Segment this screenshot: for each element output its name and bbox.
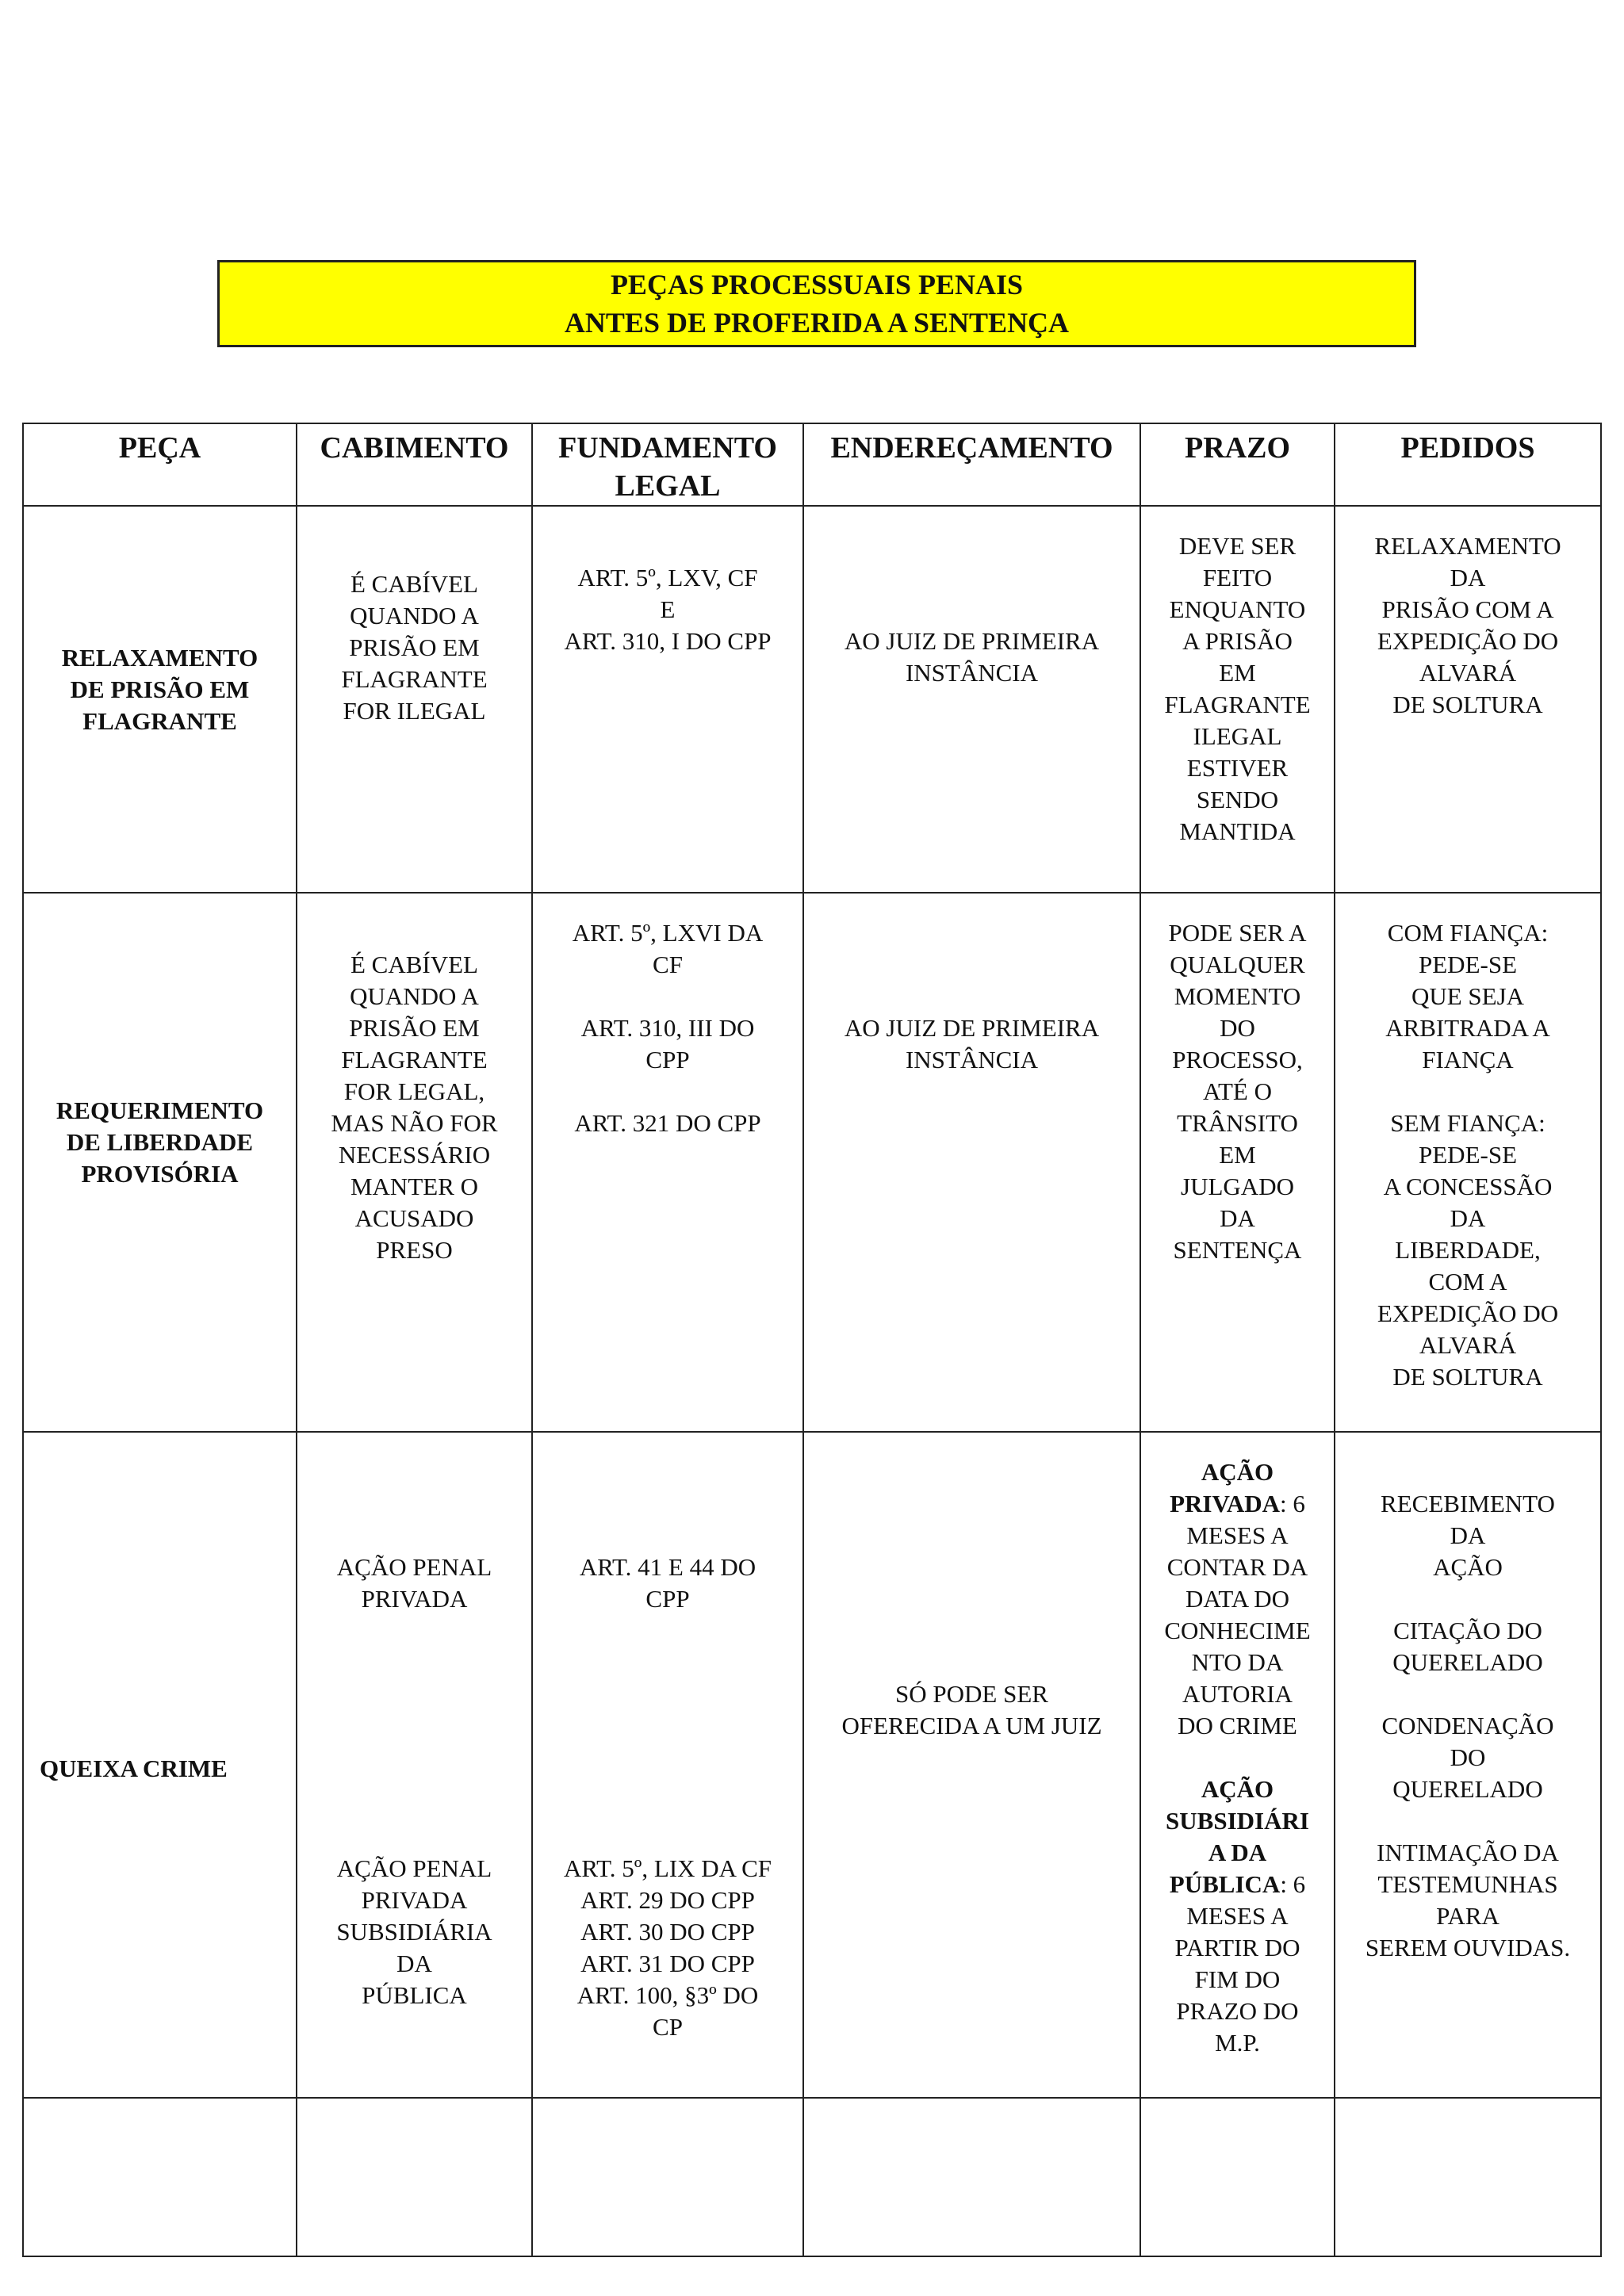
table-header-row — [23, 423, 1601, 506]
cell-empty — [1140, 2098, 1335, 2256]
prazo-subsidiaria — [1146, 1774, 1329, 2059]
header-enderecamento: ENDEREÇAMENTO — [803, 423, 1140, 506]
cell-empty — [803, 2098, 1140, 2256]
prazo-text-subsidiaria: : 6 MESES A PARTIR DO FIM DO PRAZO DO M.P. — [1174, 1870, 1306, 2057]
cell-peca — [23, 506, 297, 893]
title-line-1: PEÇAS PROCESSUAIS PENAIS — [610, 269, 1024, 300]
fundamento-text: ART. 5º, LXVI DA CF ART. 310, III DO CPP ART. 321 DO CPP — [572, 919, 764, 1137]
cell-enderecamento — [803, 893, 1140, 1432]
peca-text: RELAXAMENTO DE PRISÃO EM FLAGRANTE — [61, 643, 259, 735]
table-row-empty — [23, 2098, 1601, 2256]
header-prazo: PRAZO — [1140, 423, 1335, 506]
pedidos-text: COM FIANÇA: PEDE-SE QUE SEJA ARBITRADA A FIANÇA SEM FIANÇA: PEDE-SE A CONCESSÃO DA LIBERDADE, COM A EXPEDIÇÃO DO ALVARÁ DE SOLTURA — [1377, 919, 1559, 1391]
cabimento-privada-text: AÇÃO PENAL PRIVADA — [336, 1553, 492, 1613]
prazo-label-privada: AÇÃO PRIVADA — [1170, 1458, 1281, 1517]
prazo-label-subsidiaria: AÇÃO SUBSIDIÁRI A DA PÚBLICA — [1166, 1775, 1309, 1898]
cell-enderecamento — [803, 1432, 1140, 2098]
cell-pedidos — [1335, 506, 1601, 893]
peca-text: REQUERIMENTO DE LIBERDADE PROVISÓRIA — [56, 1096, 264, 1188]
header-cabimento: CABIMENTO — [297, 423, 532, 506]
title-line-2: ANTES DE PROFERIDA A SENTENÇA — [564, 307, 1070, 339]
header-pedidos: PEDIDOS — [1335, 423, 1601, 506]
enderecamento-text: SÓ PODE SER OFERECIDA A UM JUIZ — [841, 1680, 1102, 1739]
enderecamento-text: AO JUIZ DE PRIMEIRA INSTÂNCIA — [844, 1014, 1100, 1073]
cell-fundamento — [532, 1432, 803, 2098]
cell-cabimento — [297, 506, 532, 893]
table-row — [23, 1432, 1601, 2098]
cell-cabimento — [297, 893, 532, 1432]
cell-empty — [1335, 2098, 1601, 2256]
table-row — [23, 506, 1601, 893]
table-row — [23, 893, 1601, 1432]
cell-peca — [23, 893, 297, 1432]
pedidos-text: RECEBIMENTO DA AÇÃO CITAÇÃO DO QUERELADO CONDENAÇÃO DO QUERELADO INTIMAÇÃO DA TESTEMUNHAS PARA SEREM OUVIDAS. — [1365, 1490, 1571, 1961]
pecas-table — [22, 423, 1600, 2257]
fundamento-subsidiaria-text: ART. 5º, LIX DA CF ART. 29 DO CPP ART. 30 DO CPP ART. 31 DO CPP ART. 100, §3º DO CP — [563, 1854, 772, 2041]
cell-fundamento — [532, 506, 803, 893]
cabimento-subsidiaria-text: AÇÃO PENAL PRIVADA SUBSIDIÁRIA DA PÚBLICA — [336, 1854, 492, 2009]
cell-peca — [23, 1432, 297, 2098]
fundamento-text: ART. 5º, LXV, CF E ART. 310, I DO CPP — [564, 564, 772, 655]
cell-cabimento — [297, 1432, 532, 2098]
pedidos-text: RELAXAMENTO DA PRISÃO COM A EXPEDIÇÃO DO ALVARÁ DE SOLTURA — [1374, 532, 1561, 718]
header-peca: PEÇA — [23, 423, 297, 506]
cell-prazo — [1140, 893, 1335, 1432]
cell-empty — [23, 2098, 297, 2256]
cabimento-text: É CABÍVEL QUANDO A PRISÃO EM FLAGRANTE FOR ILEGAL — [341, 570, 488, 725]
enderecamento-text: AO JUIZ DE PRIMEIRA INSTÂNCIA — [844, 627, 1100, 687]
prazo-text: PODE SER A QUALQUER MOMENTO DO PROCESSO, ATÉ O TRÂNSITO EM JULGADO DA SENTENÇA — [1168, 919, 1307, 1264]
cabimento-text: É CABÍVEL QUANDO A PRISÃO EM FLAGRANTE FOR LEGAL, MAS NÃO FOR NECESSÁRIO MANTER O ACUSADO PRESO — [331, 951, 498, 1264]
document-title-banner — [217, 260, 1416, 347]
cell-empty — [297, 2098, 532, 2256]
prazo-text-privada: : 6 MESES A CONTAR DA DATA DO CONHECIME NTO DA AUTORIA DO CRIME — [1164, 1490, 1311, 1739]
cell-enderecamento — [803, 506, 1140, 893]
fundamento-privada-text: ART. 41 E 44 DO CPP — [579, 1553, 756, 1613]
prazo-privada — [1146, 1456, 1329, 1742]
cell-prazo — [1140, 506, 1335, 893]
prazo-text: DEVE SER FEITO ENQUANTO A PRISÃO EM FLAGRANTE ILEGAL ESTIVER SENDO MANTIDA — [1164, 532, 1311, 845]
peca-text: QUEIXA CRIME — [40, 1755, 228, 1782]
cell-empty — [532, 2098, 803, 2256]
cell-prazo — [1140, 1432, 1335, 2098]
cell-fundamento — [532, 893, 803, 1432]
cell-pedidos — [1335, 1432, 1601, 2098]
header-fundamento-legal: FUNDAMENTO LEGAL — [532, 423, 803, 506]
cell-pedidos — [1335, 893, 1601, 1432]
